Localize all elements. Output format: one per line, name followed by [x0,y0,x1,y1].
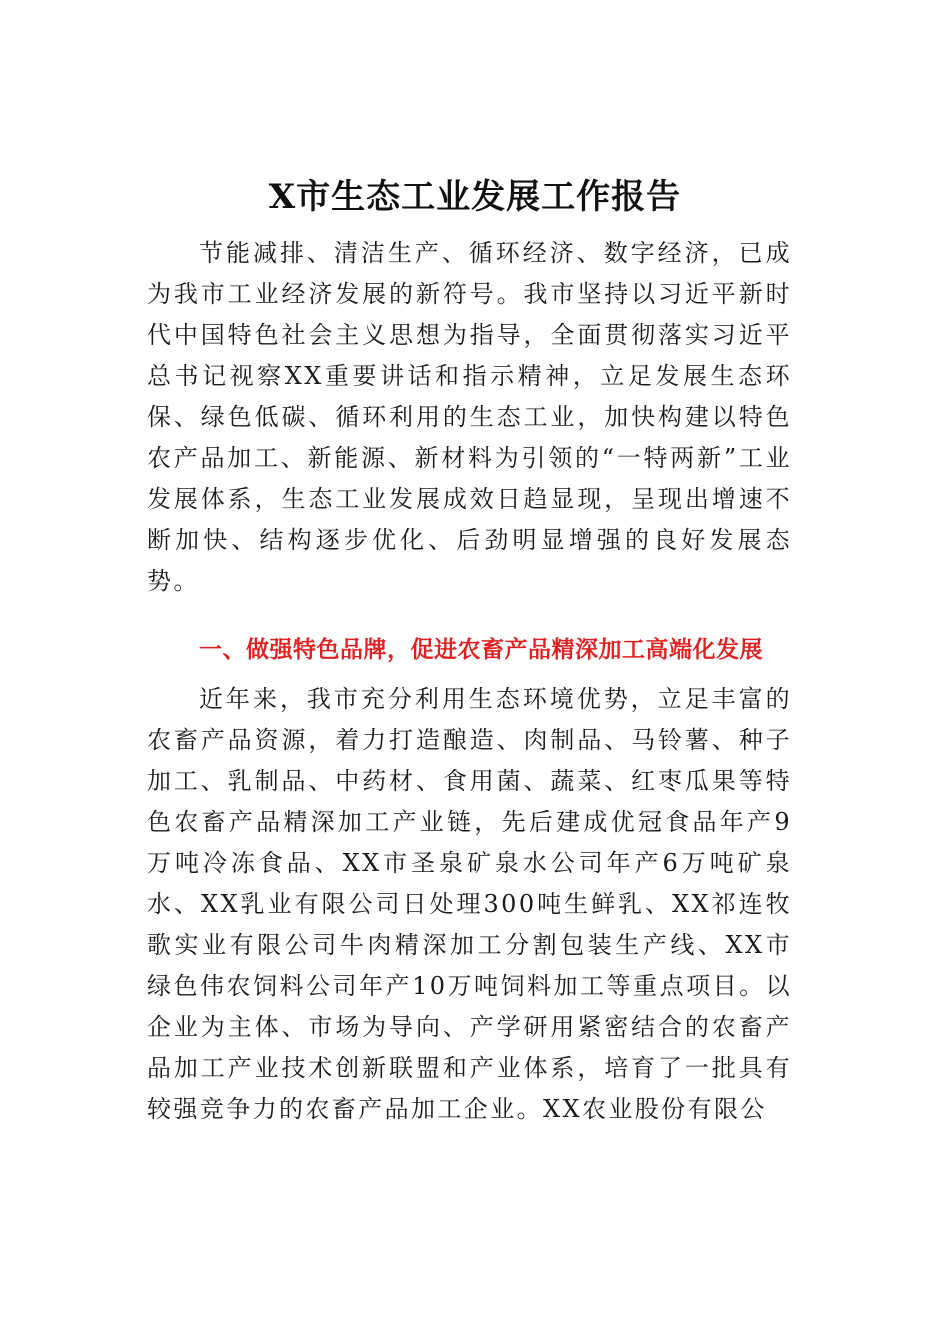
intro-paragraph: 节能减排、清洁生产、循环经济、数字经济，已成为我市工业经济发展的新符号。我市坚持以习近平新时代中国特色社会主义思想为指导，全面贯彻落实习近平总书记视察XX重要讲话和指示精神，立足发展生态环保、绿色低碳、循环利用的生态工业，加快构建以特色农产品加工、新能源、新材料为引领的“一特两新”工业发展体系，生态工业发展成效日趋显现，呈现出增速不断加快、结构逐步优化、后劲明显增强的良好发展态势。 [147,239,792,595]
section-1-paragraph: 近年来，我市充分利用生态环境优势，立足丰富的农畜产品资源，着力打造酿造、肉制品、马铃薯、种子加工、乳制品、中药材、食用菌、蔬菜、红枣瓜果等特色农畜产品精深加工产业链，先后建成优冠食品年产9万吨冷冻食品、XX市圣泉矿泉水公司年产6万吨矿泉水、XX乳业有限公司日处理300吨生鲜乳、XX祁连牧歌实业有限公司牛肉精深加工分割包装生产线、XX市绿色伟农饲料公司年产10万吨饲料加工等重点项目。以企业为主体、市场为导向、产学研用紧密结合的农畜产品加工产业技术创新联盟和产业体系，培育了一批具有较强竞争力的农畜产品加工企业。XX农业股份有限公 [147,685,792,1123]
section-heading-1: 一、做强特色品牌，促进农畜产品精深加工高端化发展 [199,637,763,663]
document-title: X市生态工业发展工作报告 [268,176,682,217]
